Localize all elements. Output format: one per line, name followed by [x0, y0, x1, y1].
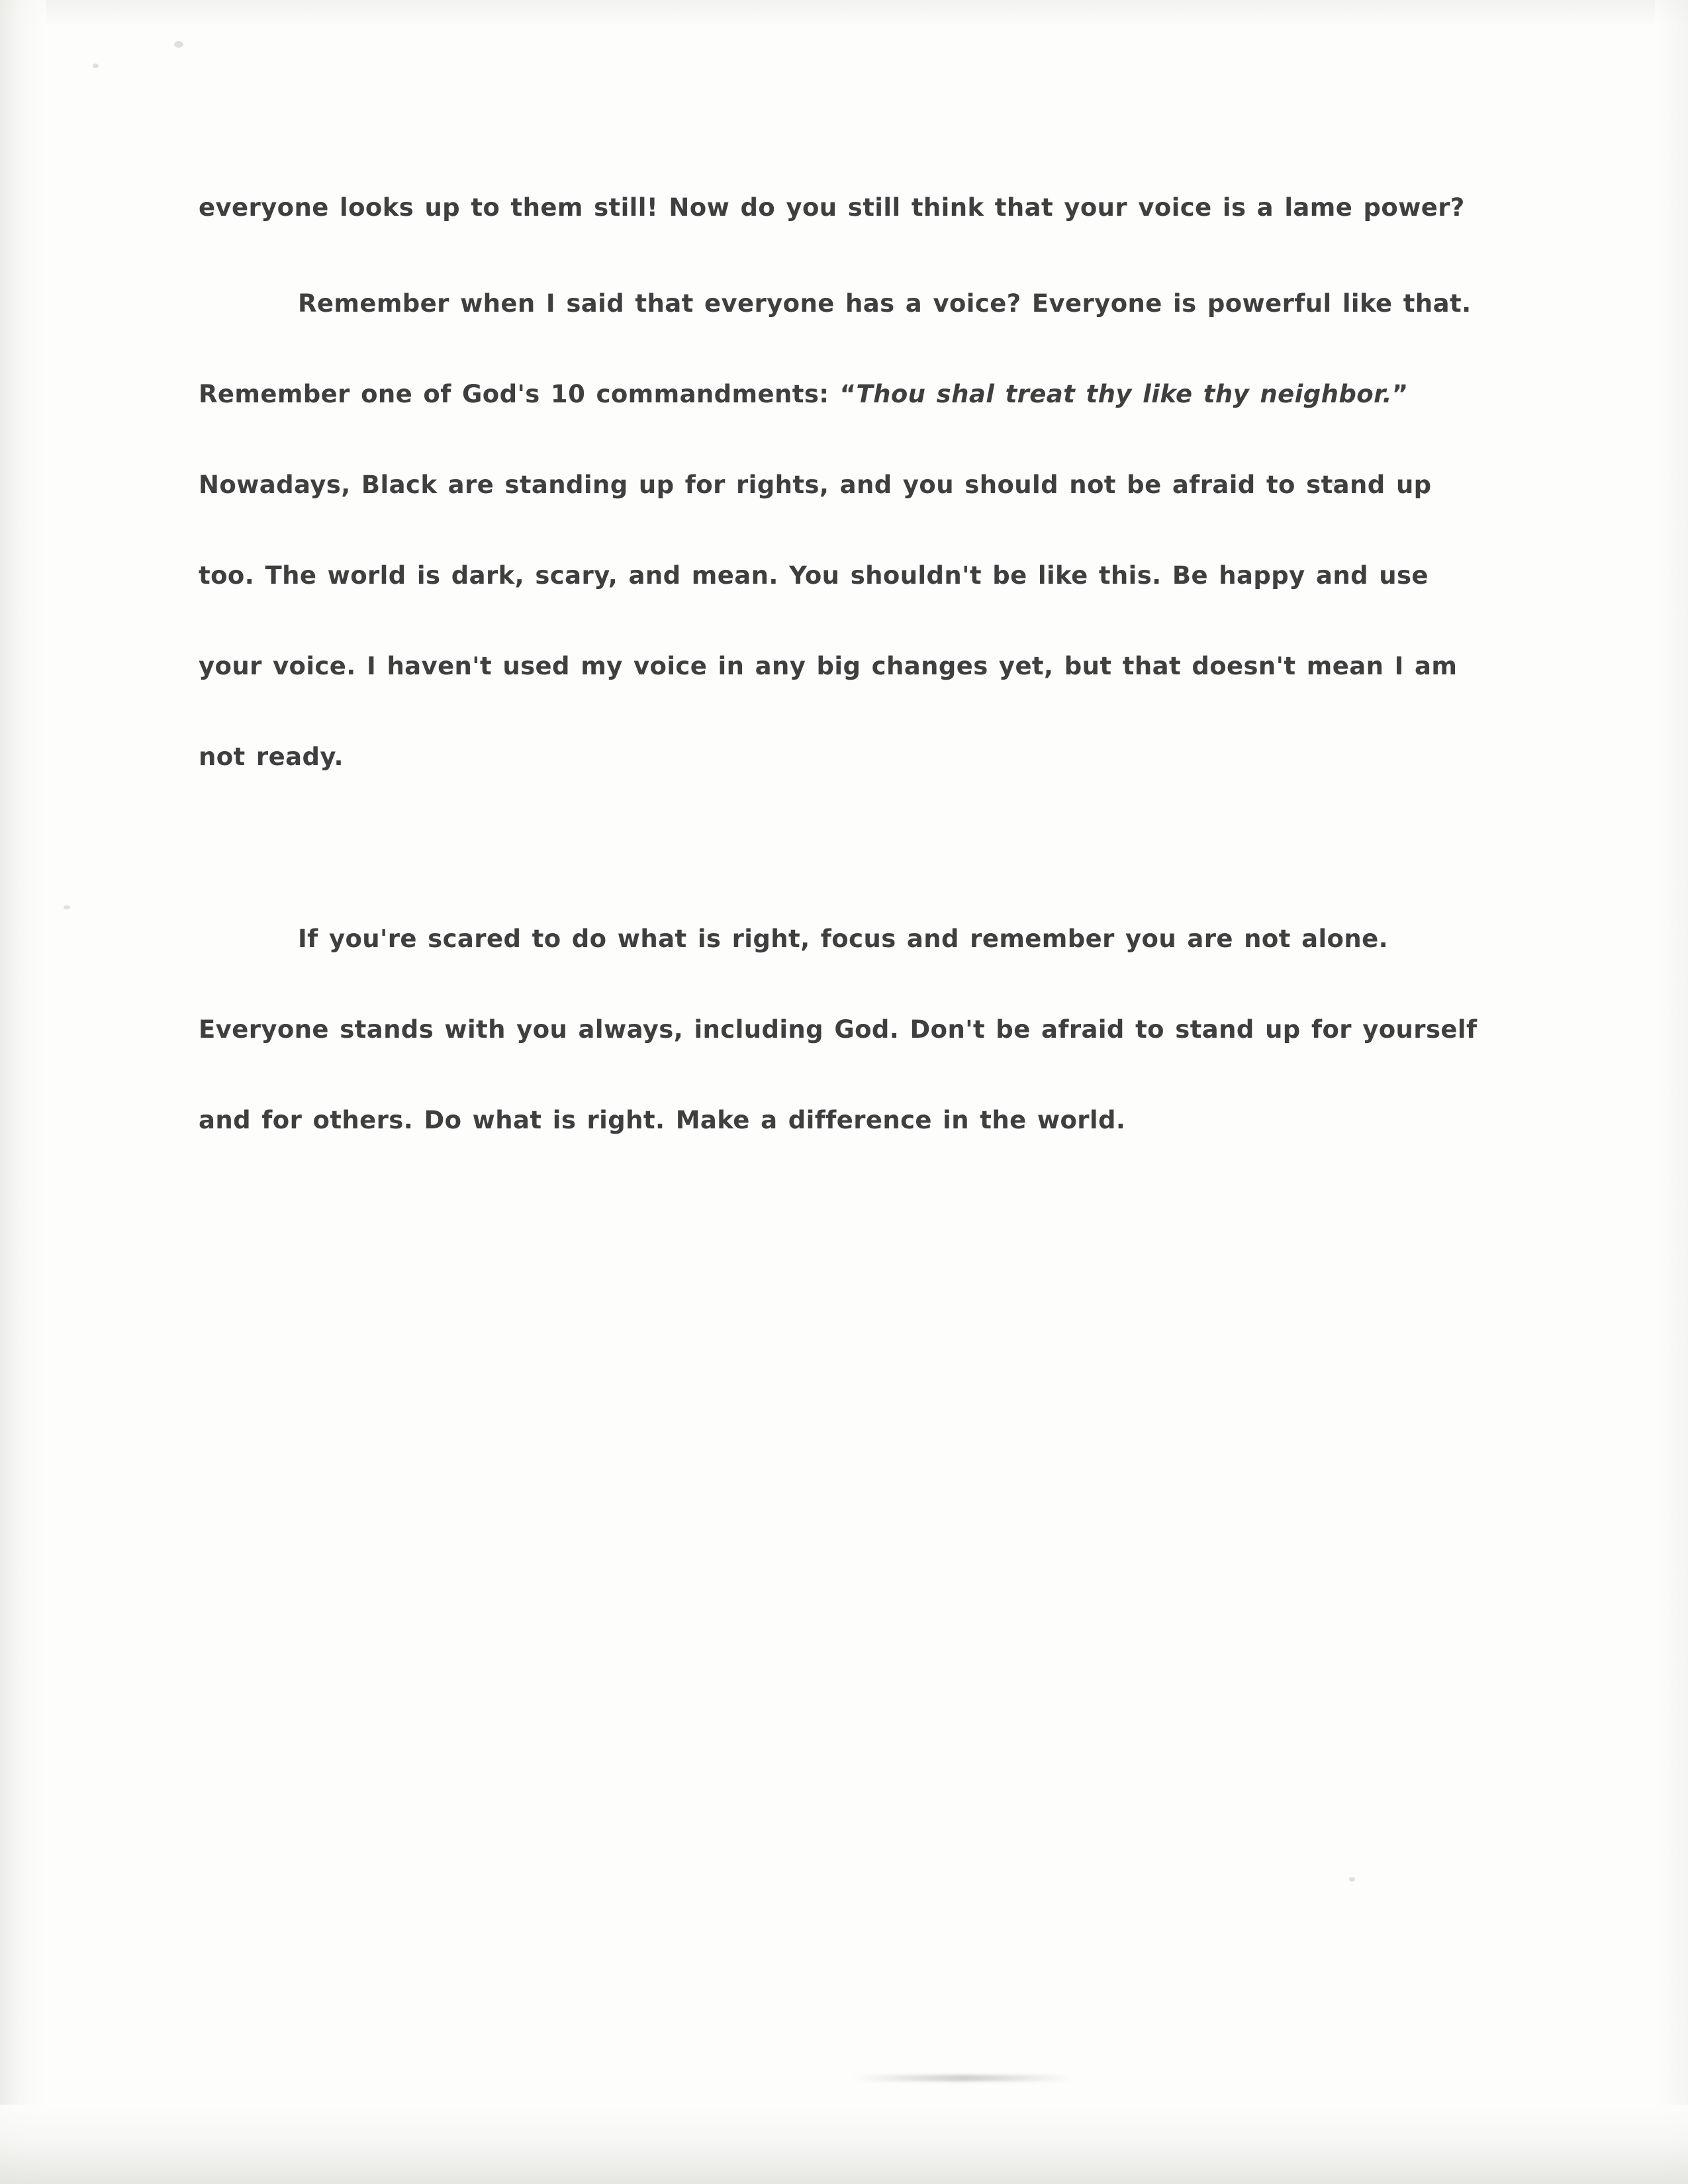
scan-speck — [64, 905, 70, 909]
scan-speck — [93, 64, 99, 68]
paragraph-3-run-1: If you're scared to do what is right, focus and remember you are not alone. Everyone stands with you always, including God. Don't be afraid to stand up for yourself and for others. Do what is right. Make a difference in the world. — [199, 925, 1477, 1134]
paragraph-1-run-1: everyone looks up to them still! Now do you still think that your voice is a lame power? — [199, 193, 1465, 222]
scan-edge-bottom — [0, 2105, 1688, 2184]
essay-text-body — [199, 162, 1483, 1165]
paragraph-2 — [199, 258, 1483, 802]
scan-speck — [174, 41, 183, 48]
paragraph-spacer — [199, 253, 1483, 258]
paragraph-2-run-1: Remember when I said that everyone has a voice? Everyone is powerful like that. Remember one of God's 10 commandments: “ — [199, 289, 1472, 408]
scan-edge-top — [0, 0, 1688, 26]
paragraph-3 — [199, 893, 1483, 1165]
paragraph-spacer-large — [199, 802, 1483, 893]
scan-edge-left — [0, 0, 46, 2184]
scan-speck — [1349, 1877, 1355, 1882]
scan-smudge — [854, 2075, 1072, 2081]
paragraph-1 — [199, 162, 1483, 253]
paragraph-2-quote-run: Thou shal treat thy like thy neighbor. — [856, 380, 1392, 408]
scan-edge-right — [1655, 0, 1688, 2184]
paragraph-2-run-3: ” Nowadays, Black are standing up for rights, and you should not be afraid to stand up too. The world is dark, scary, and mean. You shouldn't be like this. Be happy and use your voice. I haven't used my voice in any big changes yet, but that doesn't mean I am not ready. — [199, 380, 1458, 771]
